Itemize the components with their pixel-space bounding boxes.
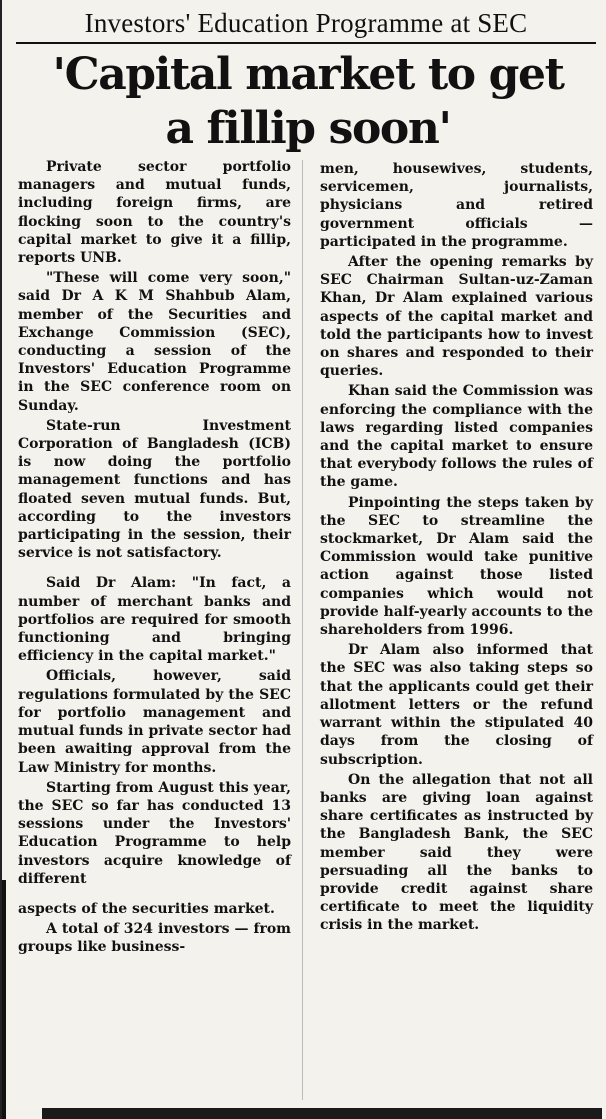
headline [32,48,584,156]
paragraph: After the opening remarks by SEC Chairman Sultan-uz-Zaman Khan, Dr Alam explained various aspects of the capital market and told the participants how to invest on shares and responded to their queries. [320,254,593,380]
column-divider [302,160,303,1100]
paragraph: On the allegation that not all banks are giving loan against share certificates as instructed by the Bangladesh Bank, the SEC member said they were persuading all the banks to provide credit against share certificate to meet the liquidity crisis in the market. [320,771,593,934]
paragraph: "These will come very soon," said Dr A K M Shahbub Alam, member of the Securities and Exchange Commission (SEC), conducting a session of the Investors' Education Programme in the SEC conference room on Sunday. [18,270,291,414]
paragraph: aspects of the securities market. [18,900,275,917]
paragraph: Khan said the Commission was enforcing the compliance with the laws regarding listed companies and the capital market to ensure that everybody follows the rules of the game. [320,383,593,491]
headline-line-1: 'Capital market to get [52,49,564,100]
paragraph: State-run Investment Corporation of Bangladesh (ICB) is now doing the portfolio management functions and has floated seven mutual funds. But, according to the investors participating in the session, their service is not satisfactory. [18,417,291,562]
kicker-heading: Investors' Education Programme at SEC [84,8,528,38]
paragraph: men, housewives, students, servicemen, journalists, physicians and retired government officials — participated in the programme. [320,161,593,250]
paragraph: Dr Alam also informed that the SEC was also taking steps so that the applicants could get their allotment letters or the refund warrant within the stipulated 40 days from the closing of subscription. [320,642,593,768]
kicker-rule [16,42,596,44]
paragraph: Said Dr Alam: "In fact, a number of merchant banks and portfolios are required for smooth functioning and bringing efficiency in the capital market." [18,575,291,665]
paragraph: Starting from August this year, the SEC so far has conducted 13 sessions under the Investors' Education Programme to help investors acquire knowledge of different [18,779,291,887]
article-column-right [320,160,593,937]
paragraph: Officials, however, said regulations formulated by the SEC for portfolio management and mutual funds in private sector had been awaiting approval from the Law Ministry for months. [18,668,291,776]
paragraph: A total of 324 investors — from groups like business- [18,921,291,956]
headline-line-2: a fillip soon' [165,103,451,154]
scan-edge-mark [2,880,6,1119]
paragraph: Pinpointing the steps taken by the SEC to streamline the stockmarket, Dr Alam said the Commission would take punitive action against those listed companies which would not provide half-yearly accounts to the shareholders from 1996. [320,494,593,639]
paragraph: Private sector portfolio managers and mutual funds, including foreign firms, are flocking soon to the country's capital market to give it a fillip, reports UNB. [18,159,291,267]
article-column-left [18,158,291,959]
scan-bottom-band [42,1108,602,1119]
